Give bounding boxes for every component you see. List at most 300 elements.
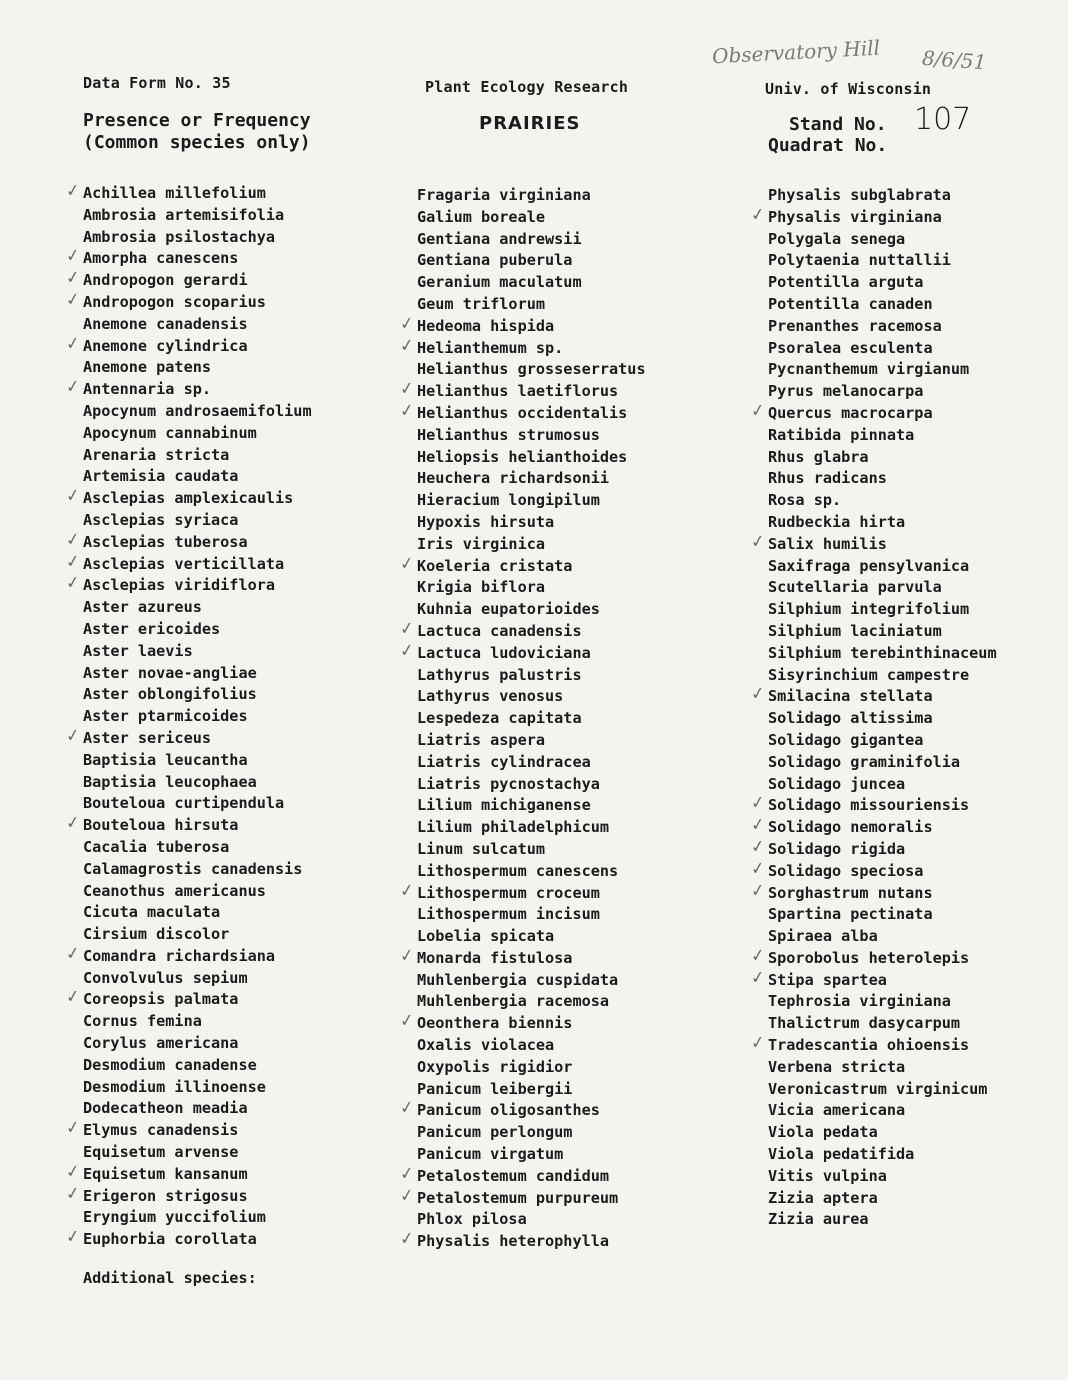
- species-row: [417, 1144, 646, 1166]
- species-name: Calamagrostis canadensis: [83, 859, 303, 878]
- species-row: [83, 423, 312, 445]
- species-name: Stipa spartea: [768, 970, 887, 989]
- species-name: Gentiana puberula: [417, 251, 573, 270]
- species-name: Achillea millefolium: [83, 184, 266, 202]
- species-name: Lobelia spicata: [417, 927, 555, 946]
- species-row: [768, 1079, 997, 1101]
- handwritten-date: 8/6/51: [921, 45, 988, 75]
- species-row: [768, 556, 997, 578]
- species-name: Vicia americana: [768, 1101, 906, 1120]
- checkmark-icon: ✓: [64, 180, 82, 202]
- species-name: Oeonthera biennis: [417, 1014, 573, 1033]
- species-row: [64, 812, 312, 837]
- species-name: Lathyrus palustris: [417, 665, 582, 684]
- species-name: Cirsium discolor: [83, 925, 230, 944]
- species-name: Lactuca canadensis: [417, 621, 582, 640]
- species-row: [398, 378, 646, 403]
- species-name: Hieracium longipilum: [417, 491, 600, 510]
- checkmark-icon: ✓: [398, 334, 416, 357]
- species-row: [398, 639, 646, 665]
- checkmark-icon: ✓: [64, 1160, 82, 1183]
- species-row: [768, 665, 997, 687]
- species-name: Convolvulus sepium: [83, 968, 248, 987]
- checkmark-icon: ✓: [749, 530, 767, 553]
- species-row: [64, 485, 312, 510]
- species-name: Desmodium illinoense: [83, 1077, 266, 1096]
- checkmark-icon: ✓: [398, 639, 416, 662]
- checkmark-icon: ✓: [64, 572, 82, 595]
- species-name: Ambrosia artemisifolia: [83, 205, 285, 224]
- species-name: Krigia biflora: [417, 578, 546, 597]
- species-row: [64, 289, 312, 314]
- species-row: [64, 1226, 312, 1251]
- checkmark-icon: ✓: [64, 986, 82, 1009]
- species-name: Apocynum androsaemifolium: [83, 401, 312, 420]
- species-name: Spiraea alba: [768, 927, 878, 946]
- species-name: Monarda fistulosa: [417, 948, 573, 967]
- species-row: [768, 272, 997, 294]
- checkmark-icon: ✓: [398, 378, 416, 401]
- checkmark-icon: ✓: [749, 966, 767, 989]
- species-row: [417, 839, 646, 861]
- species-name: Apocynum cannabinum: [83, 423, 257, 442]
- species-row: [83, 401, 312, 423]
- species-row: [417, 1209, 646, 1231]
- species-row: [83, 968, 312, 990]
- checkmark-icon: ✓: [398, 1097, 416, 1120]
- species-row: [768, 774, 997, 796]
- species-name: Helianthus laetiflorus: [417, 382, 619, 401]
- species-row: [417, 1079, 646, 1101]
- species-name: Rhus glabra: [768, 447, 869, 466]
- species-row: [417, 534, 646, 556]
- species-row: [768, 512, 997, 534]
- species-name: Hypoxis hirsuta: [417, 512, 555, 531]
- species-name: Viola pedatifida: [768, 1145, 915, 1164]
- species-name: Physalis heterophylla: [417, 1232, 610, 1251]
- species-name: Aster laevis: [83, 641, 193, 660]
- species-row: [64, 180, 312, 205]
- species-row: [83, 1207, 312, 1229]
- species-row: [417, 468, 646, 490]
- species-name: Asclepias tuberosa: [83, 532, 248, 551]
- species-row: [417, 991, 646, 1013]
- species-name: Zizia aurea: [768, 1210, 869, 1229]
- species-name: Equisetum kansanum: [83, 1164, 248, 1183]
- species-row: [83, 619, 312, 641]
- species-row: [64, 528, 312, 554]
- species-row: [417, 970, 646, 992]
- species-name: Lilium michiganense: [417, 796, 591, 815]
- species-name: Panicum leibergii: [417, 1079, 573, 1098]
- species-row: [749, 879, 997, 905]
- species-name: Cicuta maculata: [83, 903, 221, 922]
- checkmark-icon: ✓: [64, 245, 82, 268]
- species-row: [398, 879, 646, 905]
- species-name: Andropogon scoparius: [83, 292, 266, 311]
- species-row: [398, 945, 646, 970]
- species-name: Pyrus melanocarpa: [768, 382, 924, 401]
- species-row: [83, 750, 312, 772]
- species-name: Lithospermum canescens: [417, 861, 619, 880]
- species-row: [417, 272, 646, 294]
- species-row: [749, 203, 997, 229]
- checkmark-icon: ✓: [749, 400, 767, 422]
- species-row: [64, 1160, 312, 1186]
- species-row: [768, 229, 997, 251]
- species-row: [83, 445, 312, 467]
- species-name: Galium boreale: [417, 207, 546, 226]
- species-row: [83, 902, 312, 924]
- species-row: [83, 881, 312, 903]
- quadrat-number-label: Quadrat No.: [768, 135, 888, 156]
- species-name: Tradescantia ohioensis: [768, 1036, 970, 1055]
- species-row: [83, 684, 312, 706]
- species-row: [398, 1184, 646, 1210]
- species-name: Liatris cylindracea: [417, 752, 591, 771]
- species-row: [417, 599, 646, 621]
- species-row: [749, 966, 997, 992]
- species-name: Sorghastrum nutans: [768, 883, 933, 902]
- species-name: Silphium laciniatum: [768, 621, 942, 640]
- species-name: Cornus femina: [83, 1012, 202, 1031]
- species-row: [417, 1035, 646, 1057]
- species-row: [768, 599, 997, 621]
- species-name: Lithospermum croceum: [417, 883, 600, 902]
- species-name: Comandra richardsiana: [83, 946, 276, 965]
- species-name: Aster ericoides: [83, 619, 221, 638]
- species-row: [417, 1122, 646, 1144]
- species-name: Corylus americana: [83, 1034, 239, 1053]
- species-row: [768, 904, 997, 926]
- species-name: Solidago altissima: [768, 709, 933, 728]
- species-row: [417, 447, 646, 469]
- species-row: [398, 1010, 646, 1035]
- checkmark-icon: ✓: [398, 618, 416, 640]
- species-name: Erigeron strigosus: [83, 1186, 248, 1205]
- species-name: Silphium terebinthinaceum: [768, 643, 997, 662]
- species-row: [398, 618, 646, 643]
- stand-number-value: 107: [914, 102, 972, 137]
- species-row: [398, 334, 646, 360]
- species-row: [768, 316, 997, 338]
- checkmark-icon: ✓: [64, 376, 82, 399]
- species-name: Physalis virginiana: [768, 207, 942, 226]
- species-name: Solidago gigantea: [768, 730, 924, 749]
- species-name: Euphorbia corollata: [83, 1230, 257, 1249]
- species-name: Aster azureus: [83, 598, 202, 617]
- species-name: Thalictrum dasycarpum: [768, 1014, 961, 1033]
- checkmark-icon: ✓: [398, 552, 416, 575]
- species-row: [417, 185, 646, 207]
- species-name: Iris virginica: [417, 534, 546, 553]
- species-row: [768, 185, 997, 207]
- species-row: [417, 708, 646, 730]
- species-name: Smilacina stellata: [768, 687, 933, 706]
- species-name: Baptisia leucantha: [83, 750, 248, 769]
- checkmark-icon: ✓: [64, 812, 82, 835]
- species-row: [768, 381, 997, 403]
- species-name: Arenaria stricta: [83, 445, 230, 464]
- species-name: Asclepias syriaca: [83, 510, 239, 529]
- species-name: Petalostemum candidum: [417, 1166, 610, 1185]
- species-name: Panicum perlongum: [417, 1123, 573, 1142]
- species-row: [64, 572, 312, 597]
- species-name: Lathyrus venosus: [417, 687, 564, 706]
- species-row: [398, 400, 646, 425]
- species-row: [768, 447, 997, 469]
- species-name: Petalostemum purpureum: [417, 1188, 619, 1207]
- species-row: [64, 1117, 312, 1142]
- species-row: [768, 1013, 997, 1035]
- species-row: [83, 1098, 312, 1120]
- species-row: [417, 250, 646, 272]
- species-name: Koeleria cristata: [417, 556, 573, 575]
- species-row: [417, 926, 646, 948]
- species-name: Dodecatheon meadia: [83, 1099, 248, 1118]
- additional-species-label: Additional species:: [83, 1269, 257, 1287]
- checkmark-icon: ✓: [749, 1032, 767, 1054]
- species-name: Zizia aptera: [768, 1188, 878, 1207]
- species-name: Solidago nemoralis: [768, 818, 933, 837]
- species-name: Heliopsis helianthoides: [417, 447, 628, 466]
- species-name: Polytaenia nuttallii: [768, 251, 951, 270]
- species-name: Sporobolus heterolepis: [768, 948, 970, 967]
- species-row: [398, 1162, 646, 1188]
- checkmark-icon: ✓: [64, 1182, 82, 1205]
- species-row: [83, 1055, 312, 1077]
- species-row: [64, 245, 312, 270]
- checkmark-icon: ✓: [64, 485, 82, 508]
- species-row: [417, 686, 646, 708]
- species-name: Helianthemum sp.: [417, 338, 564, 357]
- species-name: Amorpha canescens: [83, 249, 239, 268]
- species-row: [64, 332, 312, 358]
- species-name: Psoralea esculenta: [768, 338, 933, 357]
- species-name: Lactuca ludoviciana: [417, 643, 591, 662]
- species-name: Elymus canadensis: [83, 1121, 239, 1140]
- checkmark-icon: ✓: [398, 945, 416, 967]
- species-row: [83, 1142, 312, 1164]
- stand-number-label: Stand No.: [789, 114, 887, 135]
- species-name: Solidago rigida: [768, 839, 906, 858]
- species-row: [64, 943, 312, 968]
- species-row: [83, 227, 312, 249]
- species-name: Physalis subglabrata: [768, 186, 951, 204]
- species-row: [64, 986, 312, 1011]
- species-row: [768, 294, 997, 316]
- species-name: Rudbeckia hirta: [768, 512, 906, 531]
- checkmark-icon: ✓: [64, 332, 82, 355]
- species-name: Bouteloua hirsuta: [83, 816, 239, 835]
- species-name: Polygala senega: [768, 229, 906, 248]
- species-row: [749, 530, 997, 556]
- species-name: Muhlenbergia cuspidata: [417, 970, 619, 989]
- species-name: Coreopsis palmata: [83, 990, 239, 1009]
- species-row: [398, 552, 646, 578]
- species-row: [64, 267, 312, 292]
- species-name: Salix humilis: [768, 534, 887, 553]
- species-name: Anemone patens: [83, 358, 212, 377]
- species-row: [768, 250, 997, 272]
- species-row: [83, 924, 312, 946]
- species-column-3: [749, 185, 997, 1231]
- checkmark-icon: ✓: [398, 400, 416, 422]
- species-name: Asclepias verticillata: [83, 554, 285, 573]
- species-name: Potentilla arguta: [768, 273, 924, 292]
- species-row: [768, 468, 997, 490]
- species-column-1: [64, 180, 312, 1251]
- species-name: Tephrosia virginiana: [768, 992, 951, 1011]
- species-name: Geum triflorum: [417, 294, 546, 313]
- species-row: [417, 904, 646, 926]
- species-row: [768, 1057, 997, 1079]
- species-name: Anemone canadensis: [83, 314, 248, 333]
- species-name: Vitis vulpina: [768, 1166, 887, 1185]
- species-row: [768, 643, 997, 665]
- species-row: [768, 926, 997, 948]
- species-row: [768, 708, 997, 730]
- species-row: [64, 1182, 312, 1208]
- species-row: [417, 795, 646, 817]
- species-name: Liatris aspera: [417, 730, 546, 749]
- species-name: Aster ptarmicoides: [83, 707, 248, 726]
- species-name: Solidago speciosa: [768, 861, 924, 880]
- species-name: Spartina pectinata: [768, 905, 933, 924]
- form-number: Data Form No. 35: [83, 74, 231, 92]
- species-row: [83, 641, 312, 663]
- species-name: Equisetum arvense: [83, 1143, 239, 1162]
- checkmark-icon: ✓: [64, 550, 82, 573]
- species-name: Heuchera richardsonii: [417, 469, 610, 488]
- species-row: [768, 425, 997, 447]
- checkmark-icon: ✓: [749, 857, 767, 880]
- checkmark-icon: ✓: [749, 814, 767, 837]
- species-row: [83, 466, 312, 488]
- species-name: Hedeoma hispida: [417, 316, 555, 335]
- species-name: Anemone cylindrica: [83, 336, 248, 355]
- checkmark-icon: ✓: [398, 879, 416, 902]
- species-row: [64, 376, 312, 401]
- species-row: [83, 357, 312, 379]
- species-row: [83, 793, 312, 815]
- species-row: [417, 817, 646, 839]
- species-name: Lithospermum incisum: [417, 905, 600, 924]
- university-name: Univ. of Wisconsin: [765, 80, 932, 98]
- species-name: Liatris pycnostachya: [417, 774, 600, 793]
- species-row: [768, 338, 997, 360]
- species-name: Rhus radicans: [768, 469, 887, 488]
- checkmark-icon: ✓: [749, 945, 767, 967]
- species-name: Saxifraga pensylvanica: [768, 556, 970, 575]
- species-row: [417, 665, 646, 687]
- species-name: Verbena stricta: [768, 1057, 906, 1076]
- species-name: Pycnanthemum virgianum: [768, 360, 970, 379]
- checkmark-icon: ✓: [64, 267, 82, 290]
- checkmark-icon: ✓: [398, 312, 416, 335]
- species-row: [417, 730, 646, 752]
- species-row: [398, 1228, 646, 1253]
- species-name: Cacalia tuberosa: [83, 837, 230, 856]
- species-name: Ambrosia psilostachya: [83, 227, 276, 246]
- species-name: Ratibida pinnata: [768, 425, 915, 444]
- presence-frequency-line2: (Common species only): [83, 132, 311, 153]
- species-row: [417, 774, 646, 796]
- species-row: [83, 510, 312, 532]
- species-name: Solidago missouriensis: [768, 796, 970, 815]
- species-row: [768, 1188, 997, 1210]
- species-name: Helianthus occidentalis: [417, 403, 628, 422]
- species-row: [768, 621, 997, 643]
- checkmark-icon: ✓: [749, 879, 767, 902]
- species-row: [83, 1033, 312, 1055]
- species-row: [749, 1032, 997, 1057]
- species-column-2: [398, 185, 646, 1253]
- checkmark-icon: ✓: [64, 943, 82, 965]
- checkmark-icon: ✓: [398, 1184, 416, 1207]
- species-name: Potentilla canaden: [768, 294, 933, 313]
- species-row: [768, 1122, 997, 1144]
- species-name: Baptisia leucophaea: [83, 772, 257, 791]
- species-row: [768, 1209, 997, 1231]
- species-row: [83, 772, 312, 794]
- species-row: [768, 730, 997, 752]
- species-name: Sisyrinchium campestre: [768, 665, 970, 684]
- species-row: [417, 752, 646, 774]
- checkmark-icon: ✓: [64, 725, 82, 747]
- species-row: [83, 706, 312, 728]
- species-name: Linum sulcatum: [417, 839, 546, 858]
- species-row: [83, 314, 312, 336]
- species-name: Artemisia caudata: [83, 467, 239, 486]
- organization-name: Plant Ecology Research: [425, 78, 629, 96]
- species-row: [417, 207, 646, 229]
- species-name: Ceanothus americanus: [83, 881, 266, 900]
- checkmark-icon: ✓: [749, 792, 767, 815]
- species-name: Aster sericeus: [83, 728, 212, 747]
- species-name: Fragaria virginiana: [417, 186, 591, 204]
- species-row: [768, 752, 997, 774]
- species-row: [749, 857, 997, 883]
- checkmark-icon: ✓: [749, 203, 767, 226]
- species-row: [768, 490, 997, 512]
- species-name: Desmodium canadense: [83, 1055, 257, 1074]
- species-name: Helianthus grosseserratus: [417, 360, 646, 379]
- species-row: [768, 1100, 997, 1122]
- species-row: [768, 991, 997, 1013]
- species-row: [83, 205, 312, 227]
- species-name: Geranium maculatum: [417, 273, 582, 292]
- species-row: [749, 945, 997, 970]
- species-row: [768, 577, 997, 599]
- checkmark-icon: ✓: [64, 1226, 82, 1249]
- species-name: Kuhnia eupatorioides: [417, 600, 600, 619]
- species-row: [768, 1144, 997, 1166]
- species-row: [749, 792, 997, 817]
- species-name: Lespedeza capitata: [417, 709, 582, 728]
- species-row: [83, 597, 312, 619]
- species-row: [83, 663, 312, 685]
- handwritten-location: Observatory Hill: [711, 35, 881, 69]
- species-row: [417, 425, 646, 447]
- presence-frequency-line1: Presence or Frequency: [83, 110, 311, 131]
- species-row: [417, 1057, 646, 1079]
- species-name: Gentiana andrewsii: [417, 229, 582, 248]
- species-row: [768, 1166, 997, 1188]
- species-name: Prenanthes racemosa: [768, 316, 942, 335]
- species-name: Solidago graminifolia: [768, 752, 961, 771]
- page-title: PRAIRIES: [479, 113, 581, 134]
